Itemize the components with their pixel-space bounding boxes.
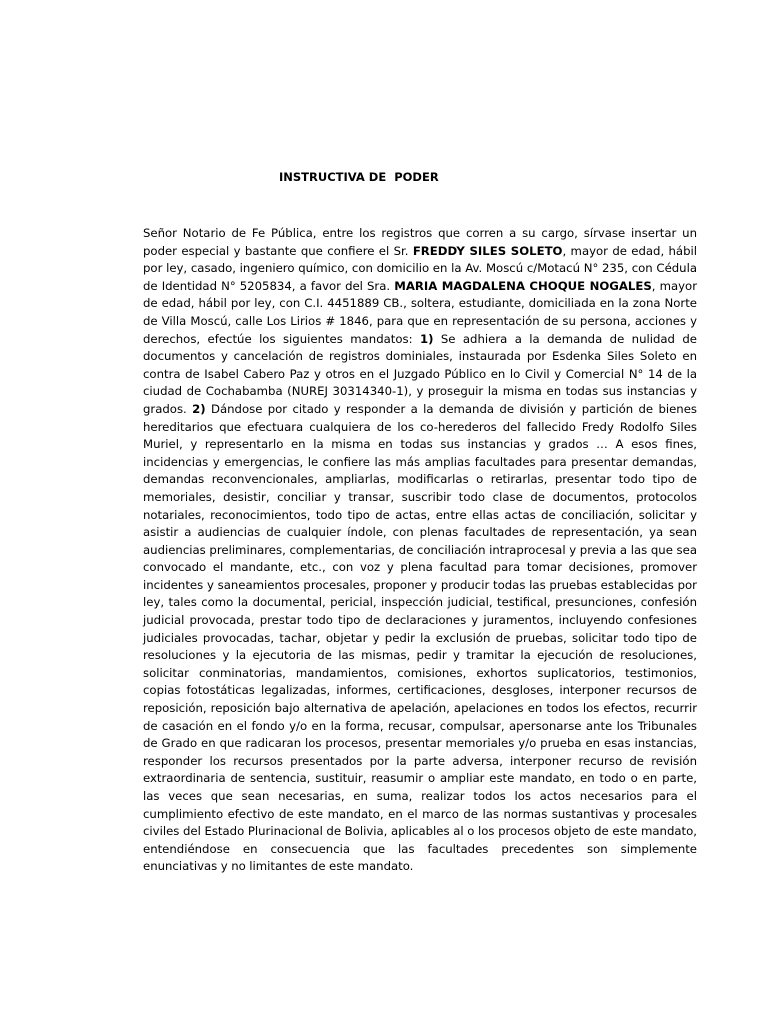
grantor-name: FREDDY SILES SOLETO	[412, 243, 563, 258]
mandate-number-2: 2)	[192, 401, 206, 416]
body-segment: Dándose por citado y responder a la demanda de división y partición de bienes hereditarios que efectuara cualquiera de los co-herederos del fallecido Fredy Rodolfo Siles Muriel, y representarlo en la misma en todas sus instancias y grados … A esos fines, incidencias y emergencias, le confiere las más amplias facultades para presentar demandas, demandas reconvencionales, ampliarlas, modificarlas o retirarlas, presentar todo tipo de memoriales, desistir, conciliar y transar, suscribir todo clase de documentos, protocolos notariales, reconocimientos, todo tipo de actas, entre ellas actas de conciliación, solicitar y asistir a audiencias de cualquier índole, con plenas facultades de representación, ya sean audiencias preliminares, complementarias, de conciliación intraprocesal y previa a las que sea convocado el mandante, etc., con voz y plena facultad para tomar decisiones, promover incidentes y saneamientos procesales, proponer y producir todas las pruebas establecidas por ley, tales como la documental, pericial, inspección judicial, testifical, presunciones, confesión judicial provocada, prestar todo tipo de declaraciones y juramentos, incluyendo confesiones judiciales provocadas, tachar, objetar y pedir la exclusión de pruebas, solicitar todo tipo de resoluciones y la ejecutoria de las mismas, pedir y tramitar la ejecución de resoluciones, solicitar conminatorias, mandamientos, comisiones, exhortos suplicatorios, testimonios, copias fotostáticas legalizadas, informes, certificaciones, desgloses, interponer recursos de reposición, reposición bajo alternativa de apelación, apelaciones en todos los efectos, recurrir de casación en el fondo y/o en la forma, recusar, compulsar, apersonarse ante los Tribunales de Grado en que radicaran los procesos, presentar memoriales y/o prueba en esas instancias, responder los recursos presentados por la parte adversa, interponer recurso de revisión extraordinaria de sentencia, sustituir, reasumir o ampliar este mandato, en todo o en parte, las veces que sean necesarias, en suma, realizar todos los actos necesarios para el cumplimiento efectivo de este mandato, en el marco de las normas sustantivas y procesales civiles del Estado Plurinacional de Bolivia, aplicables al o los procesos objeto de este mandato, entendiéndose en consecuencia que las facultades precedentes son simplemente enunciativas y no limitantes de este mandato.	[143, 401, 697, 874]
body-segment: Señor Notario de Fe Pública, entre los registros que corren a su cargo, sírvase insertar un poder especial y bastante que confiere el Sr.	[143, 226, 697, 258]
document-title: INSTRUCTIVA DE PODER	[279, 170, 439, 184]
attorney-name: MARIA MAGDALENA CHOQUE NOGALES	[394, 278, 652, 293]
document-body	[143, 225, 697, 876]
mandate-number-1: 1)	[419, 331, 434, 346]
body-segment: Se adhiera a la demanda de nulidad de documentos y cancelación de registros dominiales, instaurada por Esdenka Siles Soleto en contra de Isabel Cabero Paz y otros en el Juzgado Público en lo Civil y Comercial N° 14 de la ciudad de Cochabamba (NUREJ 30314340-1), y proseguir la misma en todas sus instancias y grados.	[143, 331, 698, 416]
body-segment: , mayor de edad, hábil por ley, con C.I. 4451889 CB., soltera, estudiante, domiciliada en la zona Norte de Villa Moscú, calle Los Lirios # 1846, para que en representación de su persona, acciones y derechos, efectúe los siguientes mandatos:	[143, 278, 698, 346]
body-segment: , mayor de edad, hábil por ley, casado, ingeniero químico, con domicilio en la Av. Moscú c/Motacú N° 235, con Cédula de Identidad N° 5205834, a favor del Sra.	[143, 243, 698, 293]
